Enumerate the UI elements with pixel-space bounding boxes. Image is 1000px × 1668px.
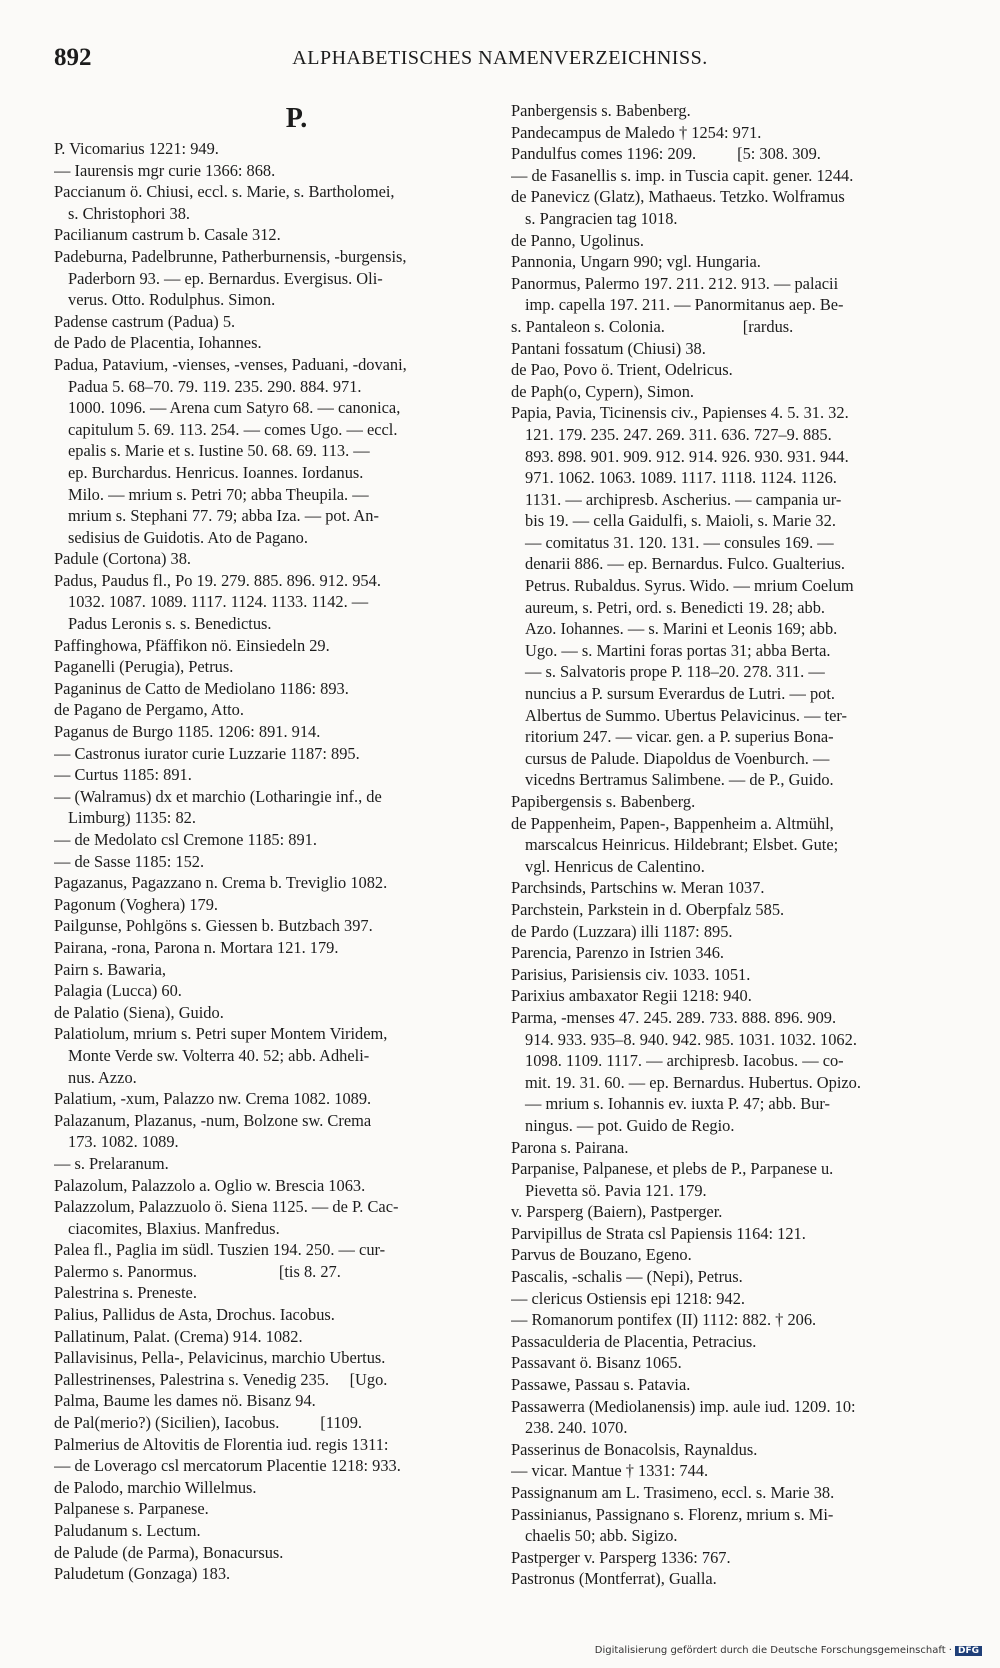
index-entry-line: Pagazanus, Pagazzano n. Crema b. Treviglio 1082.: [54, 873, 388, 893]
index-entry-line: Passerinus de Bonacolsis, Raynaldus.: [511, 1439, 758, 1459]
index-entry-line: de Pal(merio?) (Sicilien), Iacobus. [1109.: [54, 1413, 362, 1433]
index-entry-line: Passawerra (Mediolanensis) imp. aule iud. 1209. 10:: [511, 1396, 856, 1416]
index-entry-line: 1000. 1096. — Arena cum Satyro 68. — canonica,: [68, 398, 401, 418]
index-entry-line: Palius, Pallidus de Asta, Drochus. Iacobus.: [54, 1305, 335, 1325]
index-entry-line: marscalcus Heinricus. Hildebrant; Elsbet. Gute;: [525, 835, 839, 855]
index-entry-line: Palpanese s. Parpanese.: [54, 1499, 209, 1519]
index-entry-line: ciacomites, Blaxius. Manfredus.: [68, 1218, 280, 1238]
index-entry-line: s. Pantaleon s. Colonia. [rardus.: [511, 316, 794, 336]
index-entry-line: Pandulfus comes 1196: 209. [5: 308. 309.: [511, 144, 821, 164]
index-entry-line: vgl. Henricus de Calentino.: [525, 856, 705, 876]
index-entry-line: Paccianum ö. Chiusi, eccl. s. Marie, s. Bartholomei,: [54, 182, 395, 202]
index-entry-line: Parvus de Bouzano, Egeno.: [511, 1245, 692, 1265]
index-entry-line: Palermo s. Panormus. [tis 8. 27.: [54, 1261, 341, 1281]
index-entry-line: Pantani fossatum (Chiusi) 38.: [511, 338, 706, 358]
index-entry-line: — Iaurensis mgr curie 1366: 868.: [54, 160, 276, 180]
index-entry-line: — s. Prelaranum.: [54, 1153, 169, 1173]
index-entry-line: 914. 933. 935–8. 940. 942. 985. 1031. 1032. 1062.: [525, 1029, 857, 1049]
index-entry-line: de Palatio (Siena), Guido.: [54, 1002, 224, 1022]
index-entry-line: Petrus. Rubaldus. Syrus. Wido. — mrium Coelum: [525, 576, 854, 596]
index-entry-line: Pairn s. Bawaria,: [54, 959, 166, 979]
index-entry-line: Paganinus de Catto de Mediolano 1186: 893.: [54, 678, 349, 698]
index-entry-line: Pallavisinus, Pella-, Pelavicinus, marchio Ubertus.: [54, 1348, 386, 1368]
index-entry-line: Parvipillus de Strata csl Papiensis 1164: 121.: [511, 1223, 806, 1243]
index-entry-line: Pastronus (Montferrat), Gualla.: [511, 1569, 717, 1589]
index-entry-line: Parisius, Parisiensis civ. 1033. 1051.: [511, 964, 751, 984]
index-entry-line: Ugo. — s. Martini foras portas 31; abba Berta.: [525, 640, 831, 660]
right-column: [511, 100, 956, 1590]
index-entry-line: mrium s. Stephani 77. 79; abba Iza. — pot. An-: [68, 506, 379, 526]
index-entry-line: imp. capella 197. 211. — Panormitanus aep. Be-: [525, 295, 844, 315]
index-entry-line: Padua, Patavium, -vienses, -venses, Paduani, -dovani,: [54, 354, 407, 374]
footer-text: Digitalisierung gefördert durch die Deutsche Forschungsgemeinschaft ·: [594, 1645, 952, 1656]
index-entry-line: ningus. — pot. Guido de Regio.: [525, 1115, 735, 1135]
index-entry-line: Padule (Cortona) 38.: [54, 549, 192, 569]
index-entry-line: mit. 19. 31. 60. — ep. Bernardus. Hubertus. Opizo.: [525, 1072, 861, 1092]
index-entry-line: Passinianus, Passignano s. Florenz, mrium s. Mi-: [511, 1504, 834, 1524]
index-entry-line: Pallestrinenses, Palestrina s. Venedig 235. [Ugo.: [54, 1369, 388, 1389]
index-entry-line: Parpanise, Palpanese, et plebs de P., Parpanese u.: [511, 1159, 834, 1179]
index-entry-line: — de Loverago csl mercatorum Placentie 1218: 933.: [54, 1456, 401, 1476]
index-entry-line: 1098. 1109. 1117. — archipresb. Iacobus. — co-: [525, 1051, 844, 1071]
index-entry-line: de Pado de Placentia, Iohannes.: [54, 333, 262, 353]
index-entry-line: Pallatinum, Palat. (Crema) 914. 1082.: [54, 1326, 303, 1346]
index-entry-line: de Pardo (Luzzara) illi 1187: 895.: [511, 921, 733, 941]
index-entry-line: ritorium 247. — vicar. gen. a P. superius Bona-: [525, 727, 834, 747]
index-entry-line: Palagia (Lucca) 60.: [54, 981, 182, 1001]
index-entry-line: — s. Salvatoris prope P. 118–20. 278. 311. —: [525, 662, 825, 682]
index-entry-line: Palestrina s. Preneste.: [54, 1283, 197, 1303]
index-entry-line: Pastperger v. Parsperg 1336: 767.: [511, 1547, 731, 1567]
index-entry-line: Passaculderia de Placentia, Petracius.: [511, 1331, 757, 1351]
index-entry-line: de Palodo, marchio Willelmus.: [54, 1477, 257, 1497]
index-entry-line: epalis s. Marie et s. Iustine 50. 68. 69. 113. —: [68, 441, 370, 461]
index-entry-line: Padua 5. 68–70. 79. 119. 235. 290. 884. 971.: [68, 376, 362, 396]
index-entry-line: Parona s. Pairana.: [511, 1137, 629, 1157]
index-entry-line: Pagonum (Voghera) 179.: [54, 894, 219, 914]
index-entry-line: — de Medolato csl Cremone 1185: 891.: [54, 830, 317, 849]
left-column: [54, 100, 499, 1585]
running-title: ALPHABETISCHES NAMENVERZEICHNISS.: [292, 47, 708, 69]
index-entry-line: Pailgunse, Pohlgöns s. Giessen b. Butzbach 397.: [54, 916, 373, 936]
index-entry-line: Palatiolum, mrium s. Petri super Montem Viridem,: [54, 1024, 388, 1044]
index-entry-line: nuncius a P. sursum Everardus de Lutri. — pot.: [525, 684, 836, 704]
section-letter: P.: [285, 103, 308, 134]
index-entry-line: chaelis 50; abb. Sigizo.: [525, 1526, 678, 1546]
index-entry-line: 1131. — archipresb. Ascherius. — campania ur-: [525, 489, 842, 509]
index-entry-line: de Pappenheim, Papen-, Bappenheim a. Altmühl,: [511, 813, 834, 833]
index-entry-line: 173. 1082. 1089.: [68, 1132, 179, 1152]
index-entry-line: Paderborn 93. — ep. Bernardus. Evergisus. Oli-: [68, 268, 383, 288]
index-entry-line: 1032. 1087. 1089. 1117. 1124. 1133. 1142. —: [68, 592, 369, 612]
index-entry-line: Palatium, -xum, Palazzo nw. Crema 1082. 1089.: [54, 1089, 372, 1109]
page-number: 892: [54, 44, 92, 71]
index-entry-line: 121. 179. 235. 247. 269. 311. 636. 727–9. 885.: [525, 424, 832, 444]
index-entry-line: Parixius ambaxator Regii 1218: 940.: [511, 986, 752, 1006]
index-entry-line: — vicar. Mantue † 1331: 744.: [511, 1461, 709, 1481]
index-entry-line: Parchsinds, Partschins w. Meran 1037.: [511, 878, 765, 898]
index-entry-line: Pievetta sö. Pavia 121. 179.: [525, 1180, 707, 1200]
index-entry-line: ep. Burchardus. Henricus. Ioannes. Iordanus.: [68, 462, 364, 482]
index-entry-line: Monte Verde sw. Volterra 40. 52; abb. Adheli-: [68, 1045, 370, 1065]
index-entry-line: Parchstein, Parkstein in d. Oberpfalz 585.: [511, 899, 785, 919]
index-entry-line: Parma, -menses 47. 245. 289. 733. 888. 896. 909.: [511, 1007, 837, 1027]
index-entry-line: — clericus Ostiensis epi 1218: 942.: [511, 1288, 745, 1308]
index-entry-line: Padeburna, Padelbrunne, Patherburnensis, -burgensis,: [54, 246, 407, 266]
index-entry-line: Pascalis, -schalis — (Nepi), Petrus.: [511, 1267, 743, 1287]
index-entry-line: de Palude (de Parma), Bonacursus.: [54, 1542, 284, 1562]
index-entry-line: Padense castrum (Padua) 5.: [54, 311, 236, 331]
index-entry-line: Albertus de Summo. Ubertus Pelavicinus. — ter-: [525, 705, 847, 725]
index-entry-line: Paganus de Burgo 1185. 1206: 891. 914.: [54, 722, 321, 742]
index-entry-line: Palazzolum, Palazzuolo ö. Siena 1125. — de P. Cac-: [54, 1197, 399, 1217]
index-entry-line: Panormus, Palermo 197. 211. 212. 913. — palacii: [511, 273, 839, 293]
index-entry-line: Padus, Paudus fl., Po 19. 279. 885. 896. 912. 954.: [54, 570, 381, 590]
index-entry-line: s. Christophori 38.: [68, 203, 191, 223]
page-header: [0, 44, 1000, 76]
index-entry-line: de Panno, Ugolinus.: [511, 230, 644, 250]
index-entry-line: Parencia, Parenzo in Istrien 346.: [511, 943, 725, 963]
index-entry-line: Palmerius de Altovitis de Florentia iud. regis 1311:: [54, 1434, 389, 1454]
index-entry-line: Passavant ö. Bisanz 1065.: [511, 1353, 682, 1373]
index-entry-line: — de Fasanellis s. imp. in Tuscia capit. gener. 1244.: [511, 165, 854, 185]
index-entry-line: Palea fl., Paglia im südl. Tuszien 194. 250. — cur-: [54, 1240, 386, 1260]
index-entry-line: — de Sasse 1185: 152.: [54, 851, 205, 871]
index-entry-line: Pacilianum castrum b. Casale 312.: [54, 225, 281, 245]
index-entry-line: Palazolum, Palazzolo a. Oglio w. Brescia 1063.: [54, 1175, 366, 1195]
index-entry-line: de Pagano de Pergamo, Atto.: [54, 700, 244, 720]
index-entry-line: de Pao, Povo ö. Trient, Odelricus.: [511, 360, 733, 380]
right-entry-list: [511, 100, 956, 1590]
index-entry-line: vicedns Bertramus Salimbene. — de P., Guido.: [525, 770, 834, 790]
index-entry-line: Pairana, -rona, Parona n. Mortara 121. 179.: [54, 937, 339, 957]
footer-credit: [595, 1645, 982, 1656]
index-entry-line: sedisius de Guidotis. Ato de Pagano.: [68, 527, 308, 547]
index-entry-line: Palazanum, Plazanus, -num, Bolzone sw. Crema: [54, 1110, 372, 1130]
index-entry-line: capitulum 5. 69. 113. 254. — comes Ugo. — eccl.: [68, 419, 398, 439]
index-entry-line: Paludanum s. Lectum.: [54, 1521, 201, 1540]
index-entry-line: 238. 240. 1070.: [525, 1418, 628, 1438]
index-entry-line: — mrium s. Iohannis ev. iuxta P. 47; abb. Bur-: [525, 1094, 830, 1114]
index-entry-line: v. Parsperg (Baiern), Pastperger.: [511, 1202, 723, 1222]
index-entry-line: Paludetum (Gonzaga) 183.: [54, 1564, 231, 1584]
index-entry-line: denarii 886. — ep. Bernardus. Fulco. Gualterius.: [525, 554, 846, 574]
index-entry-line: de Panevicz (Glatz), Mathaeus. Tetzko. Wolframus: [511, 187, 845, 207]
index-entry-line: Passawe, Passau s. Patavia.: [511, 1375, 691, 1395]
index-entry-line: Papia, Pavia, Ticinensis civ., Papienses 4. 5. 31. 32.: [511, 403, 849, 423]
index-entry-line: nus. Azzo.: [68, 1067, 137, 1087]
index-entry-line: Milo. — mrium s. Petri 70; abba Theupila. —: [68, 484, 369, 504]
index-entry-line: Papibergensis s. Babenberg.: [511, 792, 696, 811]
index-entry-line: — Romanorum pontifex (II) 1112: 882. † 206.: [511, 1310, 817, 1330]
index-entry-line: Palma, Baume les dames nö. Bisanz 94.: [54, 1391, 316, 1411]
index-entry-line: 971. 1062. 1063. 1089. 1117. 1118. 1124. 1126.: [525, 468, 837, 488]
index-entry-line: — Castronus iurator curie Luzzarie 1187: 895.: [54, 743, 360, 763]
index-entry-line: — comitatus 31. 120. 131. — consules 169. —: [525, 532, 834, 552]
index-entry-line: Paffinghowa, Pfäffikon nö. Einsiedeln 29.: [54, 635, 330, 655]
index-entry-line: s. Pangracien tag 1018.: [525, 208, 678, 228]
index-entry-line: — (Walramus) dx et marchio (Lotharingie inf., de: [54, 786, 382, 806]
index-entry-line: verus. Otto. Rodulphus. Simon.: [68, 290, 276, 310]
index-entry-line: — Curtus 1185: 891.: [54, 765, 192, 785]
index-entry-line: Pannonia, Ungarn 990; vgl. Hungaria.: [511, 252, 761, 272]
left-entry-list: [54, 138, 499, 1585]
index-entry-line: Paganelli (Perugia), Petrus.: [54, 657, 234, 677]
index-entry-line: Azo. Iohannes. — s. Marini et Leonis 169; abb.: [525, 619, 838, 639]
index-entry-line: Limburg) 1135: 82.: [68, 808, 196, 828]
index-entry-line: de Paph(o, Cypern), Simon.: [511, 381, 695, 401]
index-entry-line: 893. 898. 901. 909. 912. 914. 926. 930. 931. 944.: [525, 446, 849, 466]
index-entry-line: aureum, s. Petri, ord. s. Benedicti 19. 28; abb.: [525, 597, 825, 617]
index-entry-line: Passignanum am L. Trasimeno, eccl. s. Marie 38.: [511, 1483, 835, 1502]
index-entry-line: P. Vicomarius 1221: 949.: [54, 139, 219, 158]
dfg-logo-badge: DFG: [955, 1646, 982, 1656]
index-entry-line: Panbergensis s. Babenberg.: [511, 101, 691, 120]
index-entry-line: Padus Leronis s. s. Benedictus.: [68, 614, 272, 634]
index-entry-line: bis 19. — cella Gaidulfi, s. Maioli, s. Marie 32.: [525, 511, 836, 531]
index-entry-line: Pandecampus de Maledo † 1254: 971.: [511, 122, 762, 142]
index-entry-line: cursus de Palude. Diapoldus de Voenburch. —: [525, 748, 830, 768]
